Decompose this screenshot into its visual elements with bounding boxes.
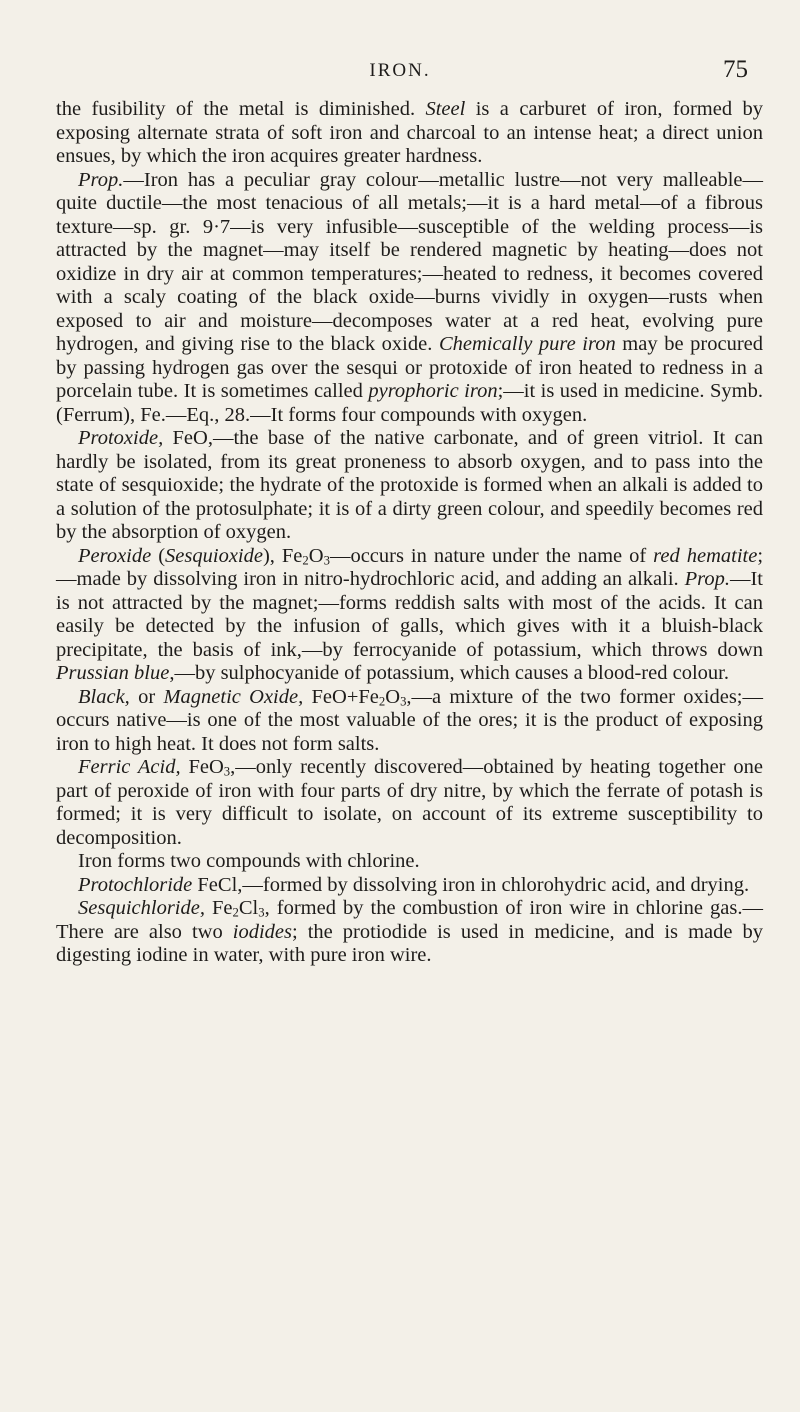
italic-term: iodides — [232, 920, 292, 943]
italic-term: Prop. — [78, 168, 124, 191]
text-run: is a carburet of iron, formed by exposing alternate strata of soft iron and charcoal to an intense heat; a direct union ensues, by which the iron acquires greater hardness. — [56, 98, 764, 167]
text-run: —It is not attracted by the magnet;—forms reddish salts with most of the acids. It can easily be detected by the infusion of galls, which gives with it a bluish-black precipitate, the basis of ink,—by ferrocyanide of potassium, which throws down — [56, 568, 763, 661]
italic-term: Sesquioxide — [165, 544, 263, 567]
text-run: ( — [151, 544, 166, 567]
text-run: Cl — [238, 897, 259, 919]
italic-term: Prussian blue — [56, 662, 170, 684]
subscript: 2 — [232, 905, 239, 920]
subscript: 3 — [323, 553, 330, 568]
italic-term: Protoxide, — [78, 427, 164, 449]
text-run: FeO+Fe — [303, 685, 379, 708]
subscript: 3 — [223, 764, 231, 779]
italic-term: Black, — [78, 685, 130, 708]
text-run: ,—by sulphocyanide of potassium, which causes a blood-red colour. — [169, 662, 729, 684]
text-run: O — [385, 685, 401, 708]
italic-term: red hematite — [653, 544, 758, 567]
text-run: O — [308, 544, 324, 567]
italic-term: Magnetic Oxide, — [163, 685, 304, 708]
paragraph — [56, 897, 763, 968]
italic-term: Ferric Acid, — [78, 756, 181, 778]
paragraph — [56, 169, 763, 428]
paragraph — [56, 756, 763, 850]
italic-term: Steel — [425, 98, 466, 120]
text-run: , formed by the combustion of iron wire in chlorine gas.—There are also two — [56, 897, 763, 943]
paragraph — [56, 98, 763, 169]
running-head: IRON. — [369, 60, 431, 81]
page-number: 75 — [723, 56, 748, 83]
body-text — [56, 98, 763, 968]
italic-term: Protochloride — [78, 873, 193, 896]
text-run: may be procured by passing hydrogen gas over the sesqui or protoxide of iron heated to redness in a porcelain tube. It is sometimes called — [56, 333, 763, 402]
paragraph — [56, 874, 763, 898]
text-run: Iron forms two compounds with chlorine. — [78, 850, 420, 872]
subscript: 3 — [400, 694, 407, 709]
italic-term: Chemically pure iron — [438, 333, 616, 355]
text-run: FeO,—the base of the native carbonate, and of green vitriol. It can hardly be isolated, from its great proneness to absorb oxygen, and to pass into the state of sesquioxide; the hydrate of the protoxide is formed when an alkali is added to a solution of the protosulphate; it is of a dirty green colour, and speedily becomes red by the absorption of oxygen. — [56, 427, 763, 543]
paragraph — [56, 686, 763, 757]
text-run: the fusibility of the metal is diminished. — [56, 98, 426, 120]
text-run: —Iron has a peculiar gray colour—metallic lustre—not very malleable—quite ductile—the most tenacious of all metals;—it is a hard metal—of a fibrous texture—sp. gr. 9·7—is very infusible—susceptible of the welding process—is attracted by the magnet—may itself be rendered magnetic by heating—does not oxidize in dry air at common temperatures;—heated to redness, it becomes covered with a scaly coating of the black oxide—burns vividly in oxygen—rusts when exposed to air and moisture—decomposes water at a red heat, evolving pure hydrogen, and giving rise to the black oxide. — [56, 168, 763, 355]
text-run: FeO — [180, 756, 224, 778]
text-run: ,—a mixture of the two former oxides;—occurs native—is one of the most valuable of the ores; it is the product of exposing iron to high heat. It does not form salts. — [56, 685, 763, 755]
text-run: ), Fe — [262, 544, 303, 567]
text-run: FeCl,—formed by dissolving iron in chlorohydric acid, and drying. — [192, 873, 750, 896]
subscript: 2 — [302, 553, 309, 568]
text-run: ; the protiodide is used in medicine, and is made by digesting iodine in water, with pure iron wire. — [56, 920, 764, 966]
text-run: —occurs in nature under the name of — [329, 544, 654, 567]
text-run: ,—only recently discovered—obtained by heating together one part of peroxide of iron with four parts of dry nitre, by which the ferrate of potash is formed; it is very difficult to isolate, on account of its extreme susceptibility to decomposition. — [56, 756, 763, 849]
paragraph — [56, 427, 763, 545]
subscript: 3 — [258, 905, 265, 920]
italic-term: pyrophoric iron — [368, 380, 498, 402]
text-run: ;—made by dissolving iron in nitro-hydrochloric acid, and adding an alkali. — [56, 544, 764, 590]
paragraph — [56, 850, 763, 874]
italic-term: Prop. — [684, 568, 730, 590]
text-run: Fe — [204, 897, 233, 919]
paragraph — [56, 545, 763, 686]
italic-term: Sesquichloride, — [78, 897, 205, 919]
italic-term: Peroxide — [78, 544, 152, 567]
text-run: ;—it is used in medicine. Symb. (Ferrum), Fe.—Eq., 28.—It forms four compounds with oxygen. — [56, 380, 763, 426]
text-run: or — [129, 685, 164, 708]
page-header — [0, 56, 800, 94]
subscript: 2 — [378, 694, 386, 709]
